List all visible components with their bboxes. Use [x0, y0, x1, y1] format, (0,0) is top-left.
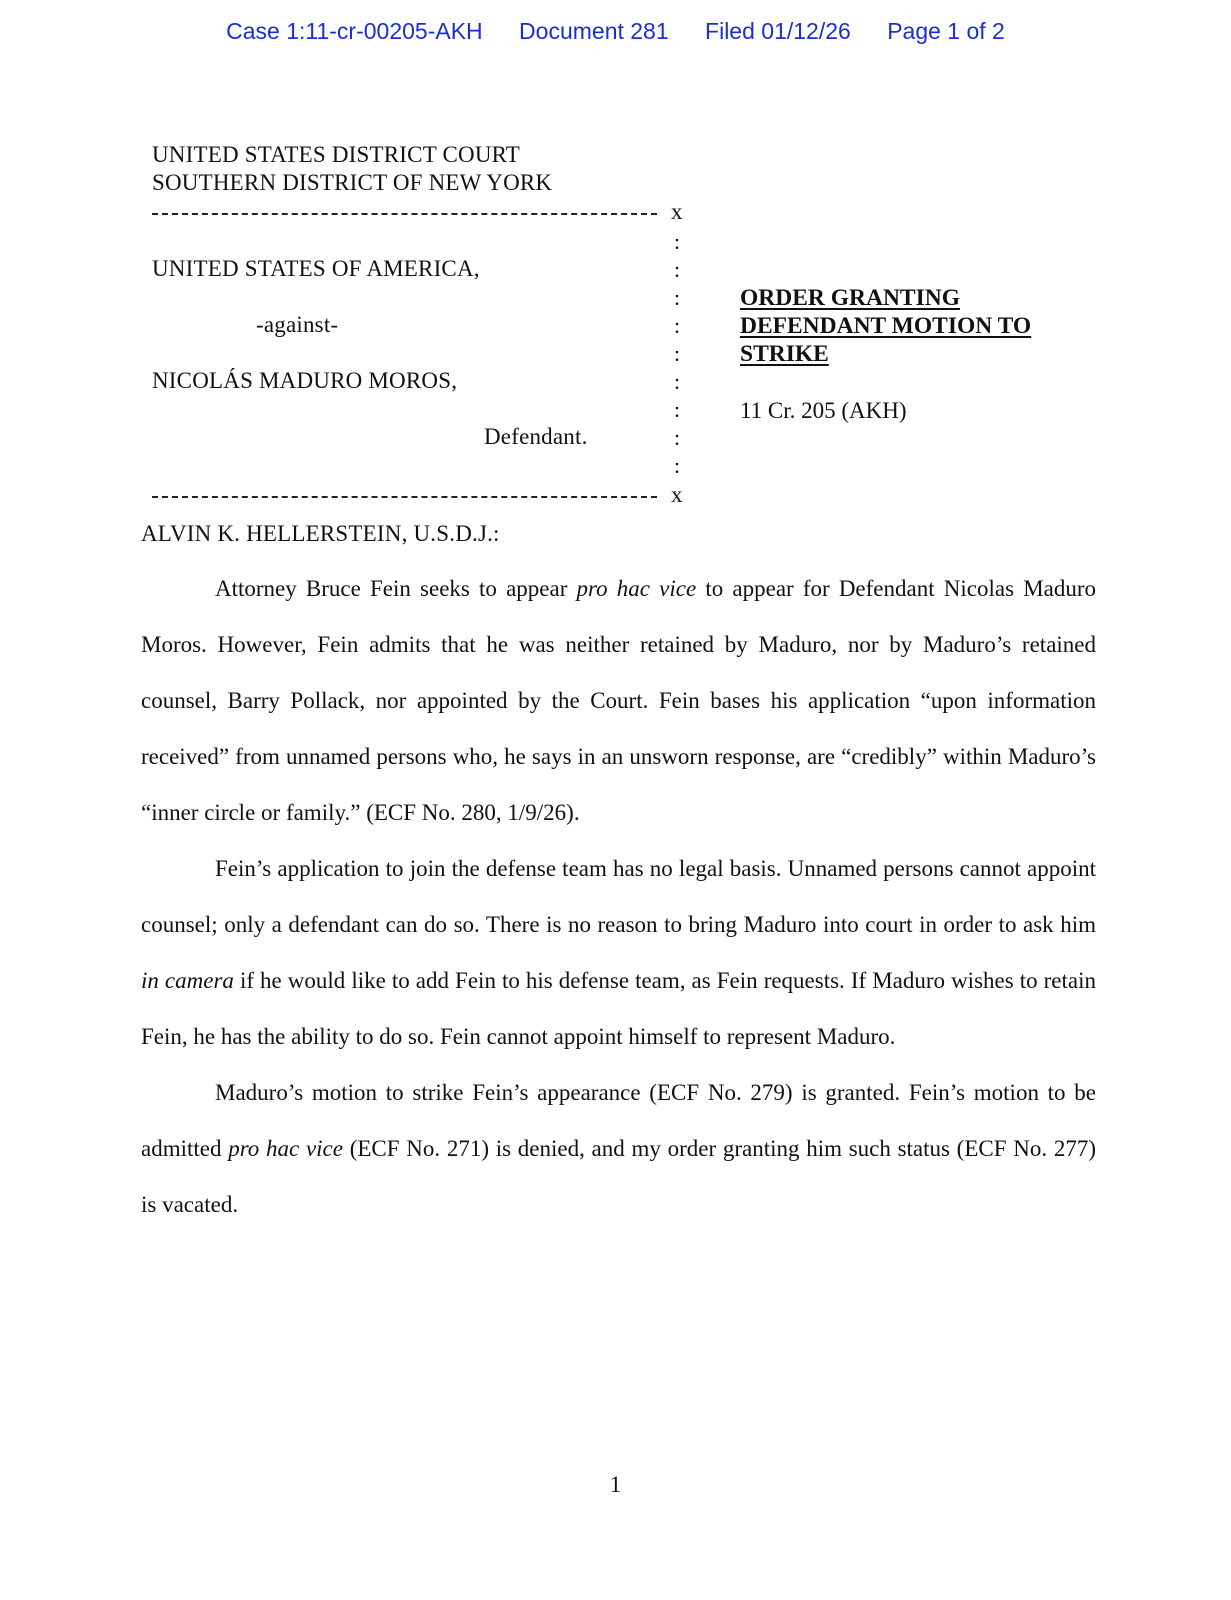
- ecf-case-number: Case 1:11-cr-00205-AKH: [226, 18, 483, 44]
- caption-defendant-label: Defendant.: [484, 424, 588, 449]
- caption-top-rule: [152, 213, 657, 215]
- paragraph-text: if he would like to add Fein to his defense team, as Fein requests. If Maduro wishes to retain Fein, he has the ability to do so. Fein cannot appoint himself to represent Maduro.: [141, 968, 1097, 1049]
- caption-colon: :: [674, 313, 681, 338]
- paragraph-text: Maduro’s motion to strike Fein’s appearance (ECF No. 279) is granted. Fein’s motion to be admitted: [141, 1080, 1096, 1161]
- caption-colon: :: [674, 285, 681, 310]
- case-number: 11 Cr. 205 (AKH): [740, 398, 907, 423]
- caption-top-x: x: [671, 199, 683, 224]
- caption-defendant-name: NICOLÁS MADURO MOROS,: [152, 368, 458, 393]
- court-name-line2: SOUTHERN DISTRICT OF NEW YORK: [152, 170, 553, 195]
- italic-phrase: pro hac vice: [576, 576, 697, 601]
- ecf-header: [0, 18, 1231, 45]
- paragraph-1: [141, 561, 1096, 841]
- italic-phrase: pro hac vice: [228, 1136, 343, 1161]
- caption-colon: :: [674, 425, 681, 450]
- caption-colon: :: [674, 257, 681, 282]
- ecf-page-indicator: Page 1 of 2: [887, 18, 1005, 44]
- caption-colon: :: [674, 453, 681, 478]
- caption-versus: -against-: [256, 312, 339, 337]
- caption-bottom-rule: [152, 496, 657, 498]
- caption-colon: :: [674, 397, 681, 422]
- italic-phrase: in camera: [141, 968, 234, 993]
- page-number: 1: [609, 1472, 622, 1497]
- order-body: [141, 561, 1096, 1233]
- paragraph-text: Attorney Bruce Fein seeks to appear: [215, 576, 577, 601]
- order-title: [740, 284, 1031, 368]
- ecf-document-number: Document 281: [519, 18, 669, 44]
- paragraph-2: [141, 841, 1096, 1065]
- paragraph-text: to appear for Defendant Nicolas Maduro Moros. However, Fein admits that he was neither retained by Maduro, nor by Maduro’s retained counsel, Barry Pollack, nor appointed by the Court. Fein bases his application “upon information received” from unnamed persons who, he says in an unsworn response, are “credibly” within Maduro’s “inner circle or family.” (ECF No. 280, 1/9/26).: [141, 576, 1097, 825]
- paragraph-3: [141, 1065, 1096, 1233]
- order-title-line2: DEFENDANT MOTION TO: [740, 313, 1032, 339]
- paragraph-text: Fein’s application to join the defense team has no legal basis. Unnamed persons cannot appoint counsel; only a defendant can do so. There is no reason to bring Maduro into court in order to ask him: [141, 856, 1096, 937]
- court-name-line1: UNITED STATES DISTRICT COURT: [152, 142, 521, 167]
- caption-colon: :: [674, 369, 681, 394]
- ecf-filed-date: Filed 01/12/26: [705, 18, 851, 44]
- caption-plaintiff: UNITED STATES OF AMERICA,: [152, 256, 480, 281]
- caption-colon: :: [674, 229, 681, 254]
- paragraph-text: (ECF No. 271) is denied, and my order granting him such status (ECF No. 277) is vacated.: [141, 1136, 1096, 1217]
- order-title-line3: STRIKE: [740, 341, 829, 367]
- order-title-line1: ORDER GRANTING: [740, 285, 961, 311]
- caption-colon: :: [674, 341, 681, 366]
- judge-name: ALVIN K. HELLERSTEIN, U.S.D.J.:: [141, 521, 500, 546]
- caption-bottom-x: x: [671, 482, 683, 507]
